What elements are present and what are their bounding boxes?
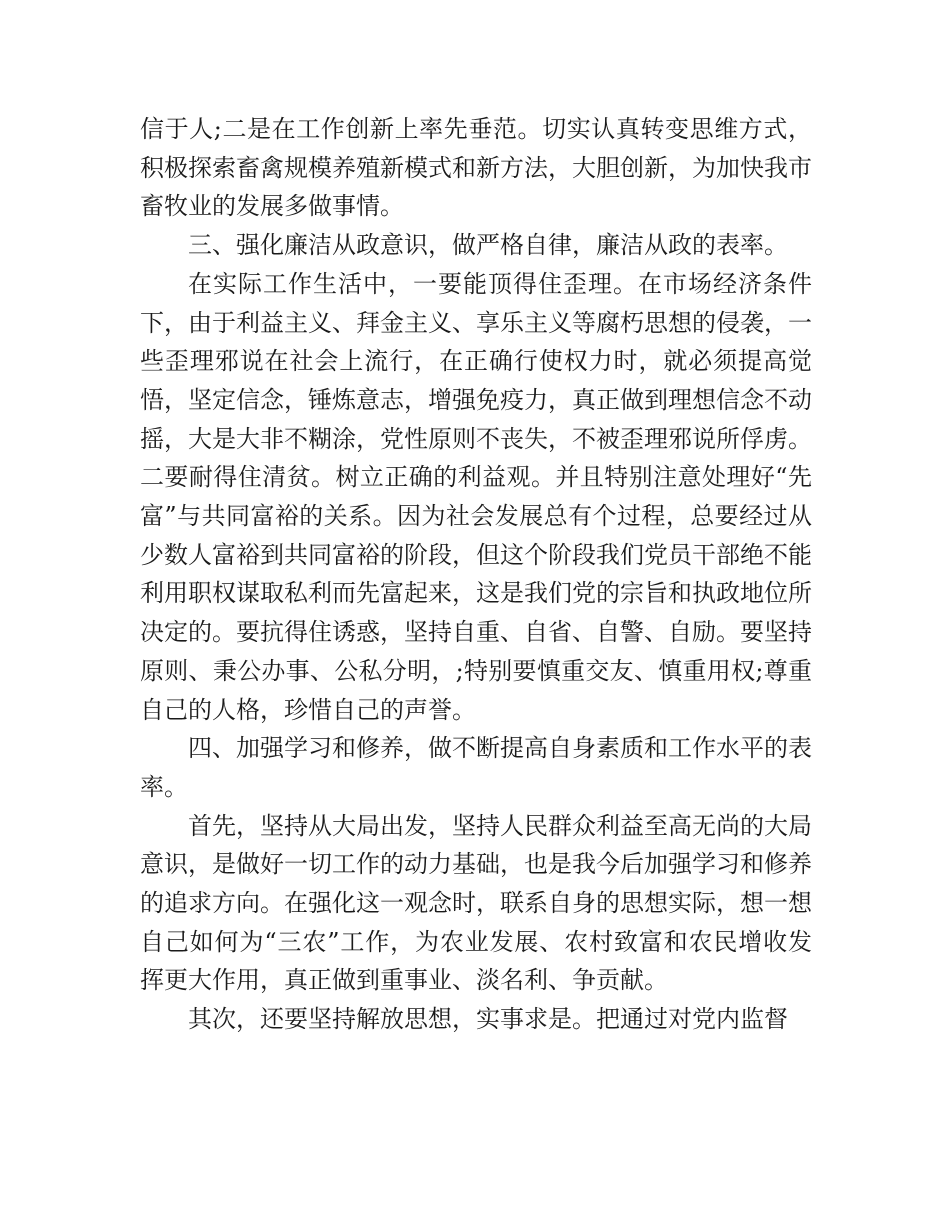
paragraph-1: 信于人;二是在工作创新上率先垂范。切实认真转变思维方式，积极探索畜禽规模养殖新模式和新方法，大胆创新，为加快我市畜牧业的发展多做事情。 bbox=[140, 115, 812, 221]
section-heading-3: 三、强化廉洁从政意识，做严格自律，廉洁从政的表率。 bbox=[188, 231, 788, 260]
paragraph-6: 其次，还要坚持解放思想，实事求是。把通过对党内监督 bbox=[188, 1005, 788, 1034]
paragraph-3: 在实际工作生活中，一要能顶得住歪理。在市场经济条件下，由于利益主义、拜金主义、享乐主义等腐朽思想的侵袭，一些歪理邪说在社会上流行，在正确行使权力时，就必须提高觉悟，坚定信念，锤炼意志，增强免疫力，真正做到理想信念不动摇，大是大非不糊涂，党性原则不丧失，不被歪理邪说所俘虏。二要耐得住清贫。树立正确的利益观。并且特别注意处理好“先富”与共同富裕的关系。因为社会发展总有个过程，总要经过从少数人富裕到共同富裕的阶段，但这个阶段我们党员干部绝不能利用职权谋取私利而先富起来，这是我们党的宗旨和执政地位所决定的。要抗得住诱惑，坚持自重、自省、自警、自励。要坚持原则、秉公办事、公私分明，;特别要慎重交友、慎重用权;尊重自己的人格，珍惜自己的声誉。 bbox=[140, 269, 812, 724]
document-page bbox=[140, 110, 812, 1039]
paragraph-5: 首先，坚持从大局出发，坚持人民群众利益至高无尚的大局意识，是做好一切工作的动力基础，也是我今后加强学习和修养的追求方向。在强化这一观念时，联系自身的思想实际，想一想自己如何为“三农”工作，为农业发展、农村致富和农民增收发挥更大作用，真正做到重事业、淡名利、争贡献。 bbox=[140, 811, 812, 995]
section-heading-4: 四、加强学习和修养，做不断提高自身素质和工作水平的表率。 bbox=[140, 734, 812, 801]
